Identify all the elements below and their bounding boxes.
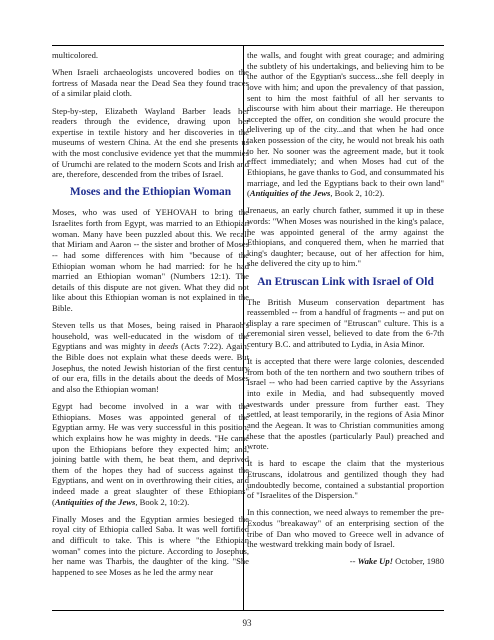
paragraph: In this connection, we need always to remember the pre-Exodus "breakaway" of an enterprising section of the tribe of Dan who moved to Greece well in advance of the westward trekking main body of Israel. — [247, 507, 444, 550]
paragraph: The British Museum conservation department has reassembled -- from a handful of fragments -- and put on display a rare specimen of "Etruscan" culture. This is a ceremonial siren vessel, believed to date from the 6-7th century B.C. and attributed to Lydia, in Asia Minor. — [247, 296, 444, 349]
source-attribution — [247, 556, 444, 567]
left-column — [52, 50, 249, 584]
bottom-rule — [52, 610, 444, 611]
paragraph: It is hard to escape the claim that the mysterious Etruscans, idolatrous and gentilized though they had undoubtedly become, contained a substantial proportion of "Israelites of the Dispersion." — [247, 458, 444, 501]
paragraph: It is accepted that there were large colonies, descended from both of the ten northern and two southern tribes of Israel -- who had been carried captive by the Assyrians into exile in Media, and had subsequently moved westwards under pressure from further east. They settled, at least temporarily, in the regions of Asia Minor and the Aegean. It was to Christian communities among these that the apostles (particularly Paul) preached and wrote. — [247, 356, 444, 452]
paragraph: Step-by-step, Elizabeth Wayland Barber leads her readers through the evidence, drawing upon her expertise in textile history and her discoveries in the museums of western China. At the end she presents us with the most conclusive evidence yet that the mummies of Urumchi are related to the modern Scots and Irish and are, therefore, descended from the tribes of Israel. — [52, 105, 249, 180]
paragraph: When Israeli archaeologists uncovered bodies on the fortress of Masada near the Dead Sea they found traces of a similar plaid cloth. — [52, 67, 249, 99]
paragraph: multicolored. — [52, 50, 99, 60]
paragraph-text: Steven tells us that Moses, being raised in Pharaoh's household, was well-educated in the wisdom of the Egyptians and was mighty in — [52, 320, 249, 352]
paragraph: Irenaeus, an early church father, summed it up in these words: "When Moses was nourished in the king's palace, he was appointed general of the army against the Ethiopians, and conquered them, when he married that king's daughter; because, out of her affection for him, she delivered the city up to him." — [247, 205, 444, 269]
paragraph — [247, 50, 444, 199]
source-date: October, 1980 — [393, 556, 444, 567]
paragraph-text: (Acts 7:22). Again, the Bible does not explain what these deeds were. But Josephus, the noted Jewish historian of the first century of our era, fills in the details about the deeds of Moses and also the Ethiopian woman! — [52, 341, 249, 394]
paragraph-text: , Book 2, 10:2). — [330, 188, 385, 199]
paragraph: Finally Moses and the Egyptian armies besieged the royal city of Ethiopia called Saba. It was well fortified and difficult to take. This is where "the Ethiopian woman" comes into the picture. According to Josephus, her name was Tharbis, the daughter of the king. "She happened to see Moses as he led the army near — [52, 513, 249, 577]
citation-title: Antiquities of the Jews — [249, 188, 331, 199]
paragraph — [52, 320, 249, 394]
right-column — [247, 50, 444, 567]
paragraph-text: the walls, and fought with great courage; and admiring the subtlety of his undertakings, and believing him to be the author of the Egyptian's success...she fell deeply in love with him; and upon the prevalency of that passion, sent to him the most faithful of all her servants to discourse with him about their marriage. He thereupon accepted the offer, on condition she would procure the delivering up of the city...and that when he had once taken possession of the city, he would not break his oath to her. No sooner was the agreement made, but it took effect immediately; and when Moses had cut of the Ethiopians, he gave thanks to God, and consummated his marriage, and led the Egyptians back to their own land" ( — [247, 50, 444, 199]
paragraph: Moses, who was used of YEHOVAH to bring the Israelites forth from Egypt, was married to an Ethiopian woman. Many have been puzzled about this. We recall that Miriam and Aaron -- the sister and brother of Moses -- had some differences with him "because of the Ethiopian woman whom he had married: for he had married an Ethiopian woman" (Numbers 12:1). The details of this dispute are not given. What they did not like about this Ethiopian woman is not explained in the Bible. — [52, 207, 249, 313]
paragraph-text: Egypt had become involved in a war with the Ethiopians. Moses was appointed general of the Egyptian army. He was very successful in this position, which explains how he was mighty in deeds. "He came upon the Ethiopians before they expected him; and, joining battle with them, he beat them, and deprived them of the hopes they had of success against the Egyptians, and went on in overthrowing their cities, and indeed made a great slaughter of these Ethiopians" ( — [52, 401, 249, 507]
top-rule — [52, 45, 444, 46]
paragraph — [52, 401, 249, 507]
attribution-dash: -- — [349, 556, 358, 567]
citation-title: Antiquities of the Jews — [54, 496, 136, 507]
page-number: 93 — [242, 618, 252, 628]
section-heading: An Etruscan Link with Israel of Old — [257, 275, 434, 288]
paragraph-text: , Book 2, 10:2). — [135, 496, 190, 507]
emphasis-text: deeds — [158, 341, 179, 352]
source-title: Wake Up! — [357, 556, 394, 567]
section-heading: Moses and the Ethiopian Woman — [69, 186, 232, 199]
